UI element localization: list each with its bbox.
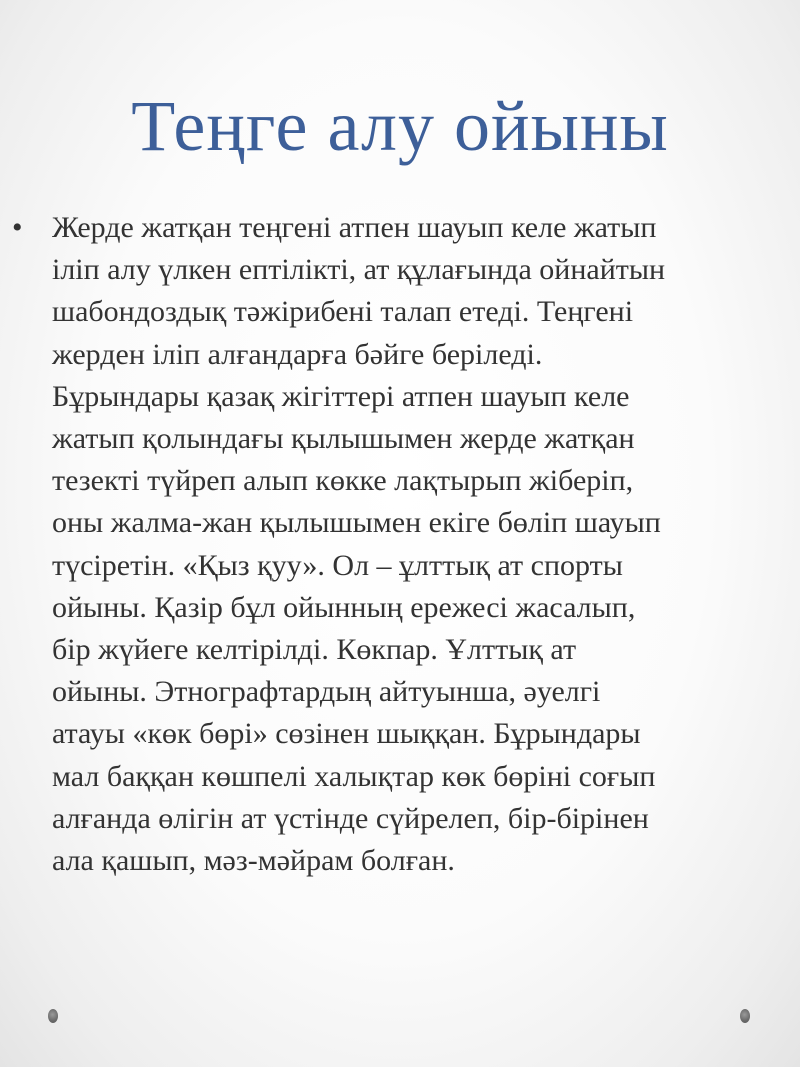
bullet-icon: • [12, 211, 23, 244]
bullet-item [12, 207, 782, 882]
decorative-dot-icon [740, 1009, 750, 1023]
slide-body [12, 207, 782, 882]
decorative-dot-icon [48, 1009, 58, 1023]
slide-title: Теңге алу ойыны [131, 86, 669, 166]
bullet-text: Жерде жатқан теңгені атпен шауып келе жатып іліп алу үлкен ептілікті, ат құлағында ойнайтын шабондоздық тәжірибені талап етеді. Теңгені жерден іліп алғандарға бәйге беріледі. Бұрындары қазақ жігіттері атпен шауып келе жатып қолындағы қылышымен жерде жатқан тезекті түйреп алып көкке лақтырып жіберіп, оны жалма-жан қылышымен екіге бөліп шауып түсіретін. «Қыз қуу». Ол – ұлттық ат спорты ойыны. Қазір бұл ойынның ережесі жасалып, бір жүйеге келтірілді. Көкпар. Ұлттық ат ойыны. Этнографтардың айтуынша, әуелгі атауы «көк бөрі» сөзінен шыққан. Бұрындары мал баққан көшпелі халықтар көк бөріні соғып алғанда өлігін ат үстінде сүйрелеп, бір-бірінен ала қашып, мәз-мәйрам болған. [52, 211, 666, 878]
